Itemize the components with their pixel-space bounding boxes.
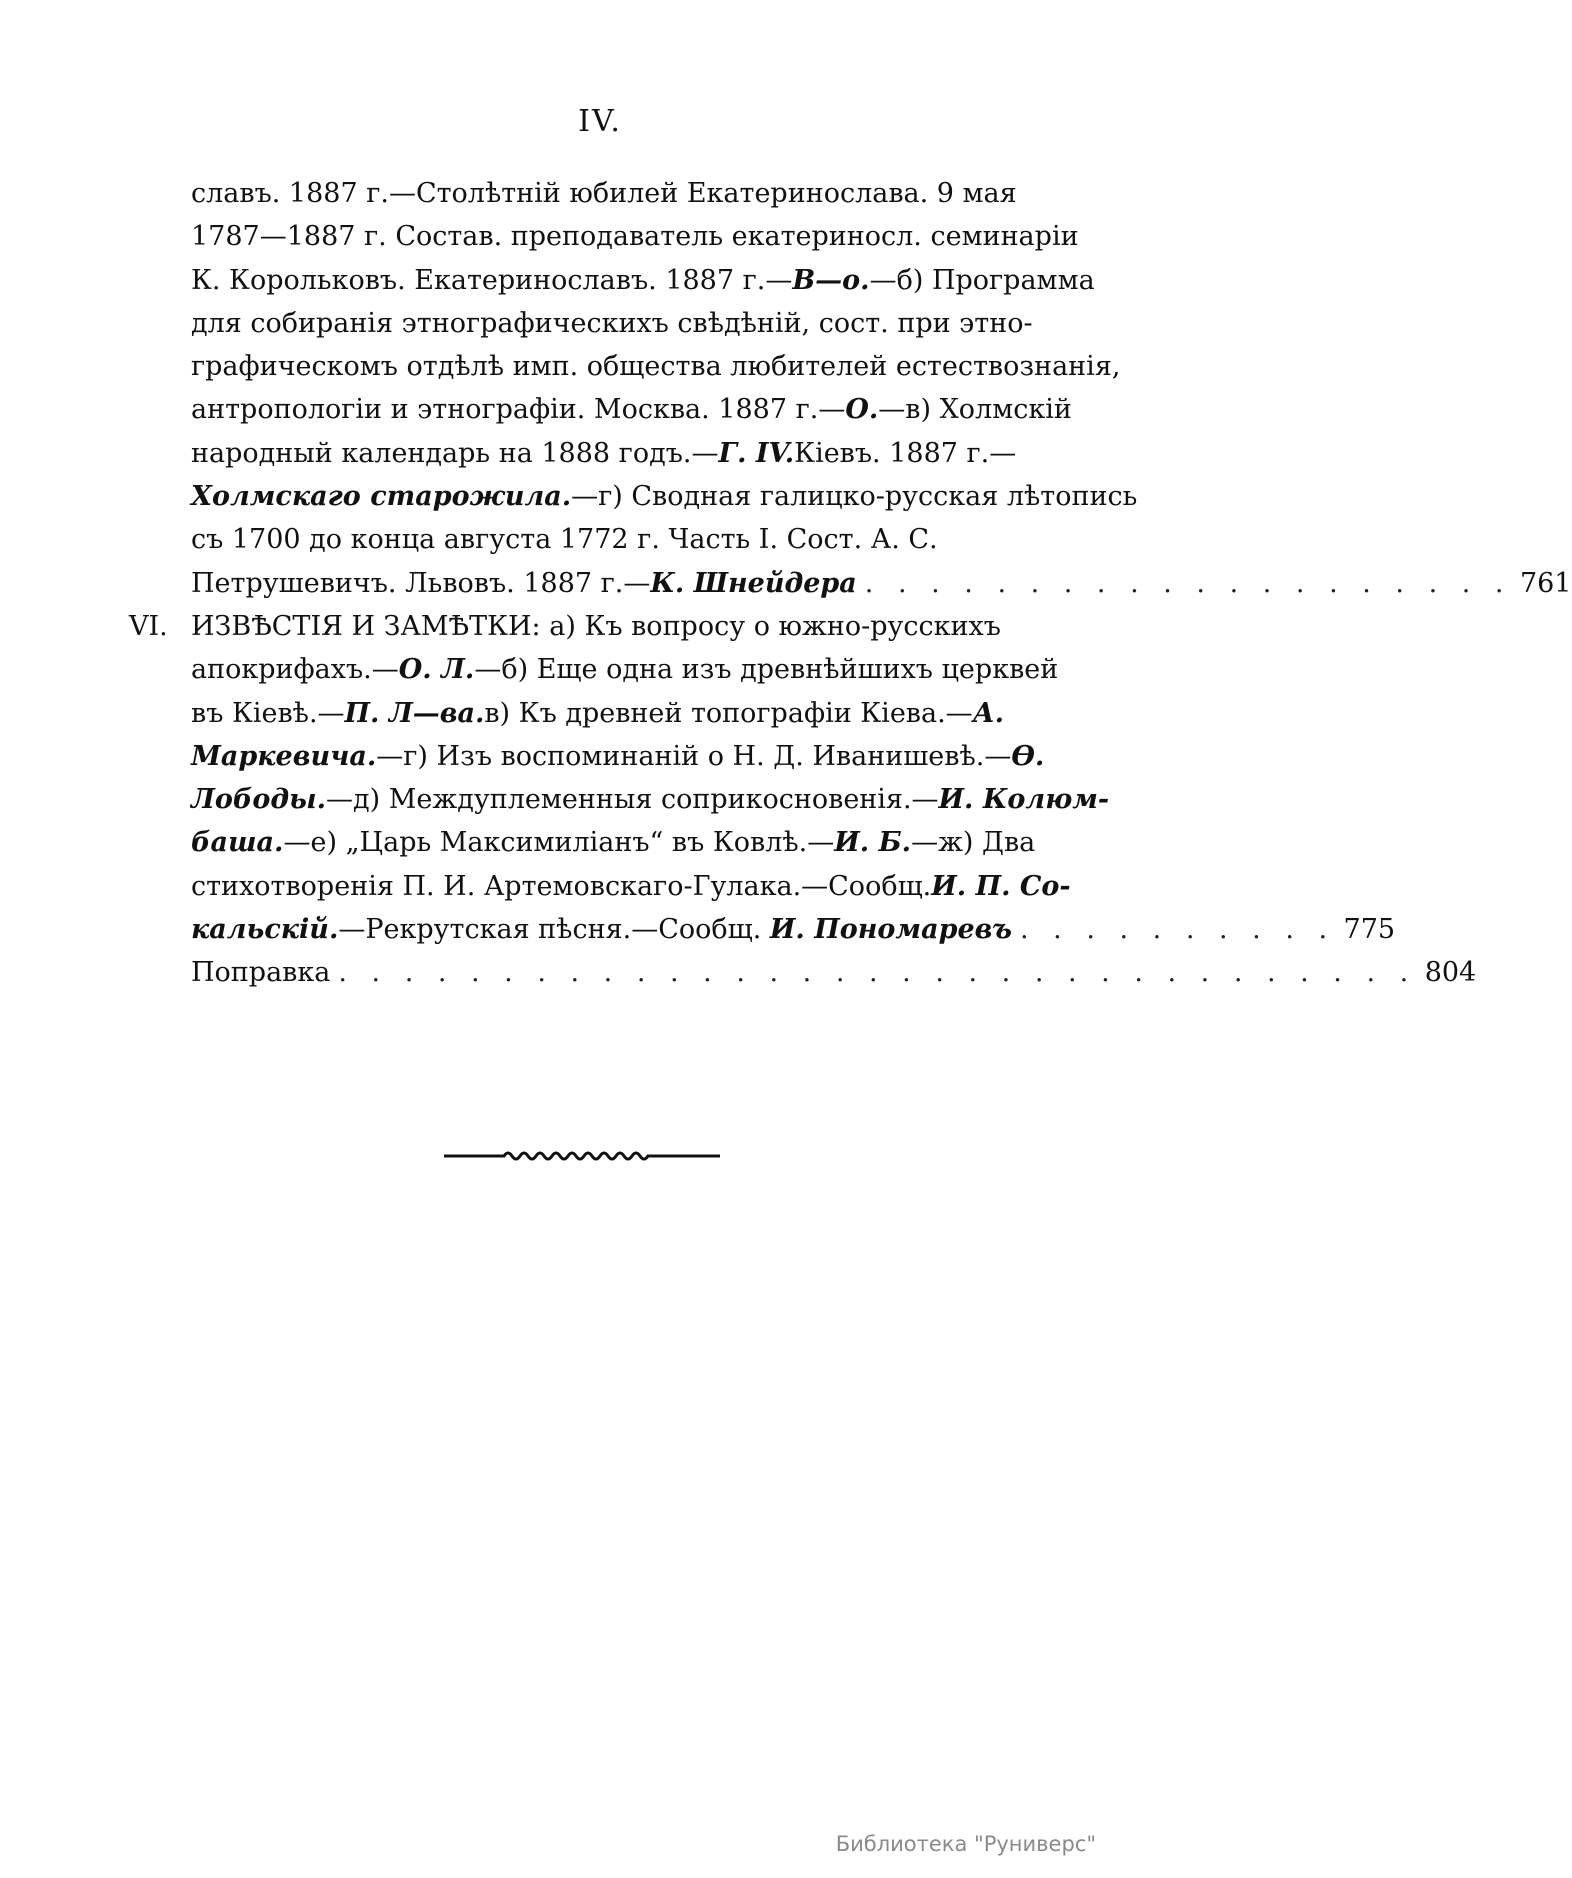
toc-text: —е) „Царь Максимиліанъ“ въ Ковлѣ.— [283, 827, 835, 859]
toc-text: —г) Сводная галицко-русская лѣтопись [571, 481, 1138, 513]
toc-text: —д) Междуплеменныя соприкосновенія.— [326, 784, 939, 816]
toc-text: —ж) Два [911, 827, 1036, 859]
author-initials: О. [845, 394, 879, 426]
toc-text: въ Кіевѣ.— [191, 697, 345, 729]
toc-text: —г) Изъ воспоминаній о Н. Д. Иванишевѣ.— [376, 740, 1012, 772]
toc-text: апокрифахъ.— [191, 654, 399, 686]
toc-text [191, 908, 1012, 951]
toc-line [191, 259, 1095, 302]
author-initials: Г. IV. [718, 437, 795, 469]
toc-line [191, 865, 1073, 908]
library-watermark: Библиотека "Руниверс" [835, 1832, 1096, 1856]
toc-line [191, 692, 1073, 735]
leader-dots: . . . . . . . . . . . . . . . . . . . . . . . . . . . . . . . . . [338, 957, 1417, 989]
author-name: кальскій. [191, 914, 339, 946]
toc-text: в) Къ древней топографіи Кіева.— [484, 697, 973, 729]
page-ref: 761 [1519, 567, 1572, 599]
toc-line-with-page [191, 951, 1477, 994]
toc-line [191, 648, 1073, 691]
toc-text-part: —Рекрутская пѣсня.—Сообщ. [338, 914, 770, 946]
section-numeral: VI. [129, 610, 168, 642]
toc-text: Кіевъ. 1887 г.— [794, 437, 1017, 469]
toc-line [191, 475, 1138, 518]
toc-text: Поправка [191, 957, 331, 989]
author-name: И. Колюм- [938, 784, 1110, 816]
toc-text: —б) Еще одна изъ древнѣйшихъ церквей [474, 654, 1059, 686]
author-name: Холмскаго старожила. [191, 481, 572, 513]
toc-text: славъ. 1887 г.—Столѣтній юбилей Екатеринослава. 9 мая [191, 178, 1017, 209]
author-initials: Ѳ. [1011, 740, 1045, 772]
toc-line [191, 778, 1110, 821]
table-of-contents [129, 172, 1572, 995]
author-name: И. Пономаревъ [769, 914, 1012, 946]
ornament-divider [444, 1146, 720, 1166]
toc-text: —б) Программа [869, 264, 1095, 296]
toc-line-with-page [191, 908, 1396, 951]
author-initials: О. Л. [398, 654, 475, 686]
author-initials: И. Б. [834, 827, 912, 859]
toc-line [191, 172, 1073, 215]
toc-text: для собиранія этнографическихъ свѣдѣній, сост. при этно- [191, 307, 1033, 339]
toc-line-with-page [191, 562, 1572, 605]
author-initials: П. Л—ва. [344, 697, 485, 729]
toc-line [191, 302, 1073, 345]
toc-line [191, 345, 1121, 388]
section-heading: ИЗВѢСТІЯ И ЗАМѢТКИ: а) Къ вопросу о южно-русскихъ [191, 610, 1001, 642]
toc-text: К. Корольковъ. Екатеринославъ. 1887 г.— [191, 264, 793, 296]
toc-line [191, 735, 1073, 778]
toc-line [191, 821, 1073, 864]
toc-text: стихотворенія П. И. Артемовскаго-Гулака.—Сообщ. [191, 870, 932, 902]
page-ref: 804 [1424, 957, 1477, 989]
toc-text: антропологіи и этнографіи. Москва. 1887 г.— [191, 394, 846, 426]
author-initials: А. [972, 697, 1005, 729]
page-ref: 775 [1343, 914, 1396, 946]
author-initials: В—о. [792, 264, 870, 296]
toc-text: —в) Холмскій [878, 394, 1072, 426]
toc-line [191, 388, 1073, 431]
toc-text-part: Петрушевичъ. Львовъ. 1887 г.— [191, 567, 651, 599]
author-name: И. П. Со- [931, 870, 1071, 902]
toc-line [191, 215, 1079, 258]
author-name: баша. [191, 827, 284, 859]
leader-dots: . . . . . . . . . . [1020, 914, 1336, 946]
leader-dots: . . . . . . . . . . . . . . . . . . . . [864, 567, 1512, 599]
author-name: Маркевича. [191, 740, 377, 772]
toc-text: графическомъ отдѣлѣ имп. общества любителей естествознанія, [191, 351, 1121, 383]
toc-text: съ 1700 до конца августа 1772 г. Часть I. Сост. А. С. [191, 524, 938, 556]
toc-line [129, 605, 1073, 648]
page-number: IV. [578, 104, 622, 139]
toc-text: народный календарь на 1888 годъ.— [191, 437, 719, 469]
toc-line [191, 432, 1073, 475]
toc-text [191, 562, 857, 605]
toc-line [191, 518, 1073, 561]
toc-text: 1787—1887 г. Состав. преподаватель екатериносл. семинаріи [191, 221, 1079, 253]
author-name: К. Шнейдера [650, 567, 857, 599]
author-name: Лободы. [191, 784, 327, 816]
